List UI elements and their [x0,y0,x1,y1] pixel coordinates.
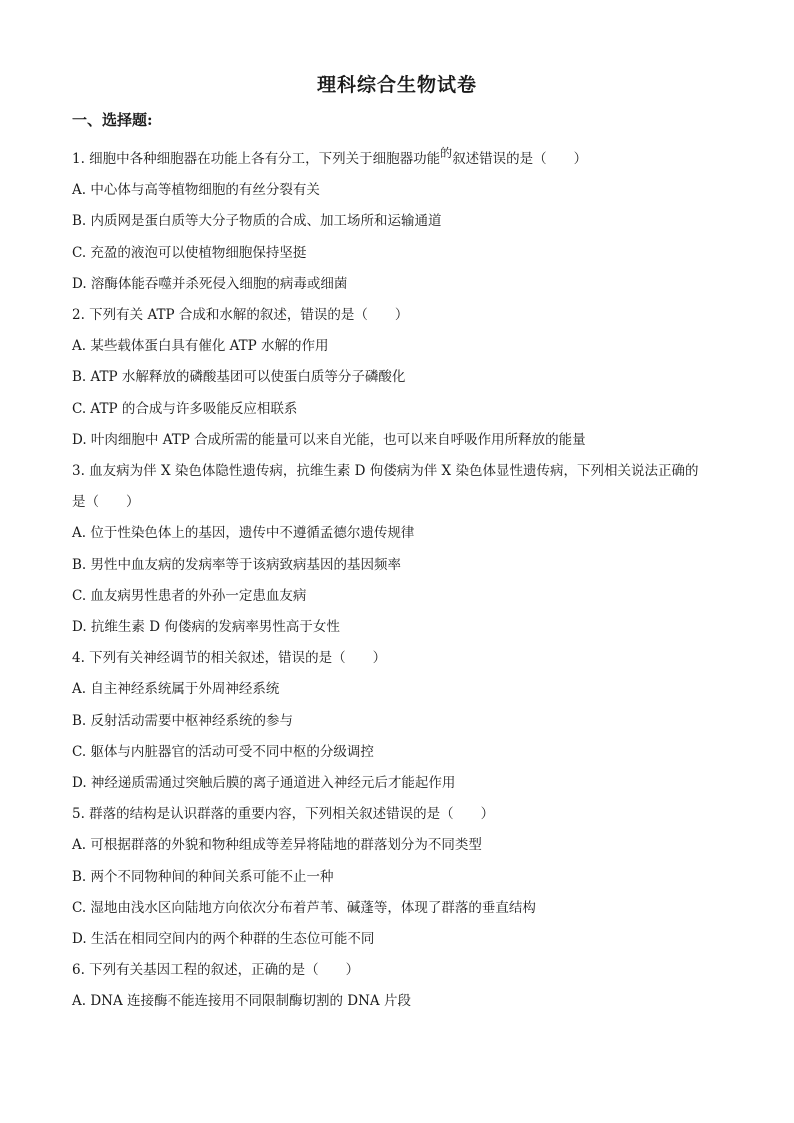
question-3-option-b: B. 男性中血友病的发病率等于该病致病基因的基因频率 [72,556,402,573]
question-5-option-c: C. 湿地由浅水区向陆地方向依次分布着芦苇、碱蓬等，体现了群落的垂直结构 [72,899,536,916]
question-5-option-b: B. 两个不同物种间的种间关系可能不止一种 [72,868,334,885]
question-4-option-b: B. 反射活动需要中枢神经系统的参与 [72,712,294,729]
question-1-stem-after: 叙述错误的是（ ） [452,151,588,167]
question-1-stem-before: 1. 细胞中各种细胞器在功能上各有分工，下列关于细胞器功能 [72,151,441,167]
question-2-option-a: A. 某些载体蛋白具有催化 ATP 水解的作用 [72,338,329,355]
question-1-option-c: C. 充盈的液泡可以使植物细胞保持坚挺 [72,244,307,261]
question-6-stem: 6. 下列有关基因工程的叙述，正确的是（ ） [72,962,360,979]
question-1-stem-superscript: 的 [440,146,453,160]
question-4-option-a: A. 自主神经系统属于外周神经系统 [72,681,280,698]
question-1-stem [72,144,732,175]
question-4-option-d: D. 神经递质需通过突触后膜的离子通道进入神经元后才能起作用 [72,775,456,792]
question-3-option-d: D. 抗维生素 D 佝偻病的发病率男性高于女性 [72,619,340,636]
question-list [72,144,732,1018]
question-2-stem: 2. 下列有关 ATP 合成和水解的叙述，错误的是（ ） [72,307,409,324]
question-2-option-b: B. ATP 水解释放的磷酸基团可以使蛋白质等分子磷酸化 [72,369,406,386]
question-5-option-a: A. 可根据群落的外貌和物种组成等差异将陆地的群落划分为不同类型 [72,837,482,854]
question-5-stem: 5. 群落的结构是认识群落的重要内容，下列相关叙述错误的是（ ） [72,806,495,823]
question-3-option-a: A. 位于性染色体上的基因，遗传中不遵循孟德尔遗传规律 [72,525,415,542]
question-1-option-b: B. 内质网是蛋白质等大分子物质的合成、加工场所和运输通道 [72,213,442,230]
question-3-option-c: C. 血友病男性患者的外孙一定患血友病 [72,587,307,604]
question-3-stem-line-1: 3. 血友病为伴 X 染色体隐性遗传病，抗维生素 D 佝偻病为伴 X 染色体显性遗传病，下列相关说法正确的 [72,463,699,480]
question-3-stem-line-2: 是（ ） [72,494,140,511]
question-4-option-c: C. 躯体与内脏器官的活动可受不同中枢的分级调控 [72,743,374,760]
question-5-option-d: D. 生活在相同空间内的两个种群的生态位可能不同 [72,931,375,948]
question-6-option-a: A. DNA 连接酶不能连接用不同限制酶切割的 DNA 片段 [72,993,411,1010]
question-1-option-a: A. 中心体与高等植物细胞的有丝分裂有关 [72,182,320,199]
question-4-stem: 4. 下列有关神经调节的相关叙述，错误的是（ ） [72,650,387,667]
section-heading: 一、选择题: [72,111,153,129]
question-2-option-c: C. ATP 的合成与许多吸能反应相联系 [72,400,298,417]
question-2-option-d: D. 叶肉细胞中 ATP 合成所需的能量可以来自光能，也可以来自呼吸作用所释放的能量 [72,431,586,448]
page-title: 理科综合生物试卷 [316,74,477,96]
question-1-option-d: D. 溶酶体能吞噬并杀死侵入细胞的病毒或细菌 [72,275,348,292]
